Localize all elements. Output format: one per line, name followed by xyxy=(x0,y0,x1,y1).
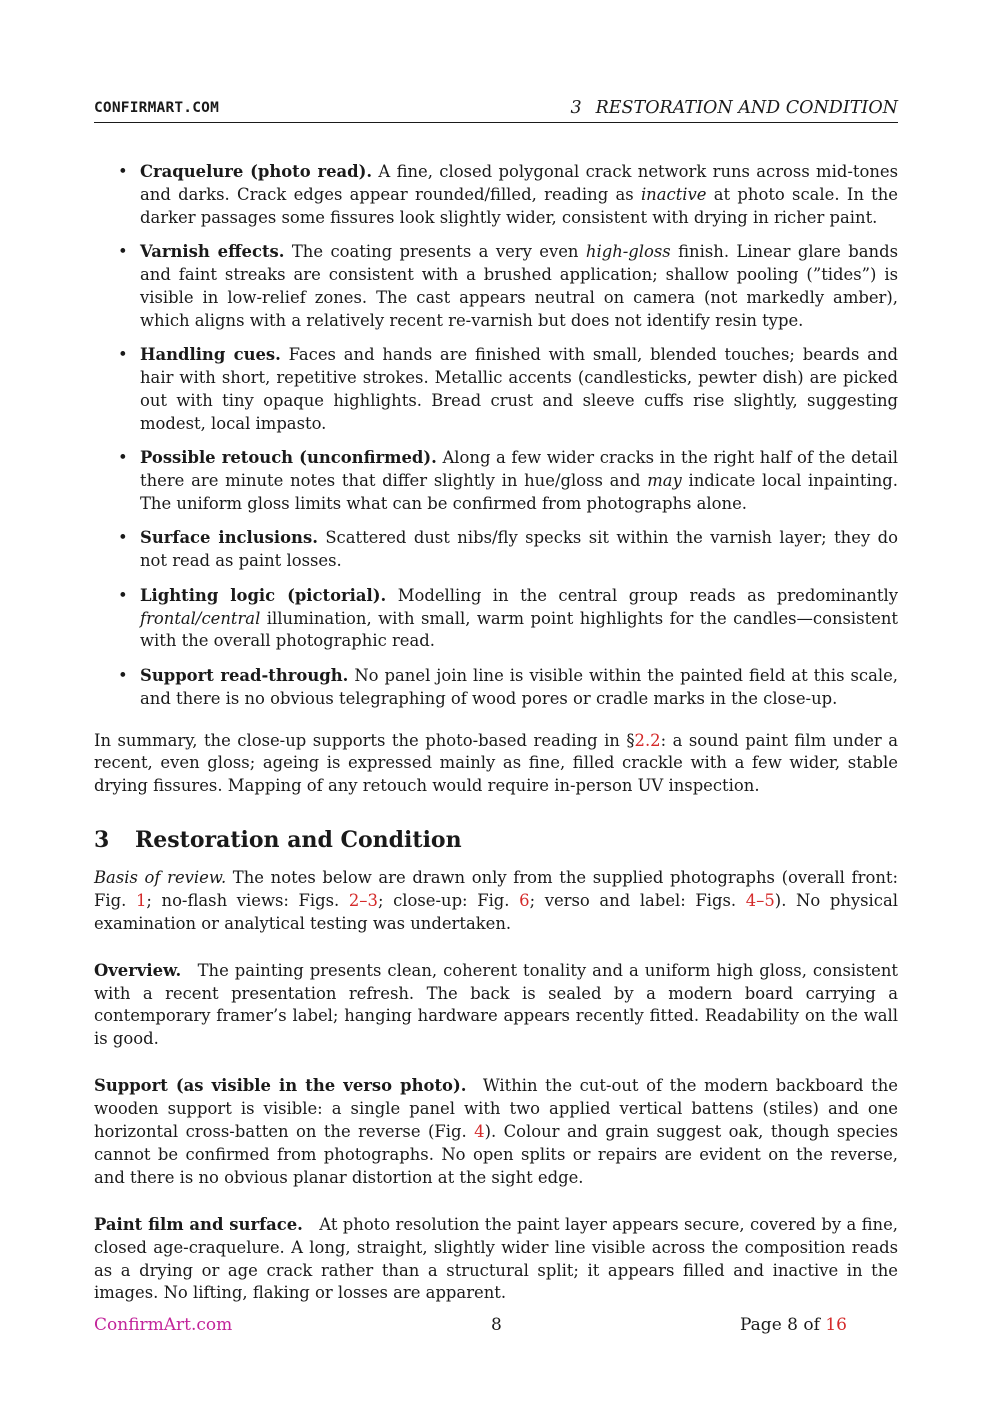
basis-text: ; close-up: Fig. xyxy=(377,890,520,910)
page-content xyxy=(94,161,898,1330)
basis-paragraph xyxy=(94,867,898,935)
header-section-title: RESTORATION AND CONDITION xyxy=(595,98,898,118)
footer-page-number: 8 xyxy=(491,1315,502,1335)
list-item-title: Surface inclusions. xyxy=(140,528,318,548)
list-item-title: Possible retouch (unconfirmed). xyxy=(140,448,437,468)
list-item-title: Lighting logic (pictorial). xyxy=(140,585,387,605)
list-item xyxy=(94,447,898,515)
footer-page-of xyxy=(740,1315,847,1335)
overview-lead: Overview. xyxy=(94,960,182,980)
list-item-text: No panel join line is visible within the painted field at this scale, and there is no obvious telegraphing of wood pores or cradle marks in the close-up. xyxy=(140,665,898,708)
paint-text: At photo resolution the paint layer appears secure, covered by a fine, closed age-craquelure. A long, straight, slightly wider line visible across the composition reads as a drying or age crack rather than a structural split; it appears filled and inactive in the images. No lifting, flaking or losses are apparent. xyxy=(94,1214,899,1303)
figure-link[interactable]: 4–5 xyxy=(745,890,775,910)
total-pages-link[interactable]: 16 xyxy=(825,1315,847,1335)
observation-list xyxy=(94,161,898,711)
list-item-text: Faces and hands are finished with small, blended touches; beards and hair with short, repetitive strokes. Metallic accents (candlesticks, pewter dish) are picked out with tiny opaque highlights. Bread crust and sleeve cuffs rise slightly, suggesting modest, local impasto. xyxy=(140,345,899,433)
basis-lead: Basis of review. xyxy=(94,867,227,887)
list-item-title: Support read-through. xyxy=(140,665,349,685)
list-item xyxy=(94,527,898,573)
list-item-emphasis: high-gloss xyxy=(585,242,671,262)
basis-text: ; no-flash views: Figs. xyxy=(146,890,349,910)
list-item-text: finish. Linear glare bands and faint streaks are consistent with a brushed application; shallow pooling (”tides”) is visible in low-relief zones. The cast appears neutral on camera (not markedly amber), which aligns with a relatively recent re-varnish but does not identify resin type. xyxy=(140,242,898,330)
list-item-title: Handling cues. xyxy=(140,345,281,365)
list-item xyxy=(94,585,898,653)
list-item-title: Varnish effects. xyxy=(140,242,285,262)
list-item-text: Along a few wider cracks in the right half of the detail there are minute notes that differ slightly in hue/gloss and xyxy=(140,448,899,490)
confirmart-logo: CONFIRMART.COM xyxy=(94,100,220,116)
basis-text: ). No physical examination or analytical testing was undertaken. xyxy=(94,890,898,933)
figure-link[interactable]: 4 xyxy=(474,1122,485,1142)
support-text: Within the cut-out of the modern backboard the wooden support is visible: a single panel with two applied vertical battens (stiles) and one horizontal cross-batten on the reverse (Fig. xyxy=(94,1076,898,1142)
document-page xyxy=(94,0,898,1404)
overview-paragraph xyxy=(94,960,898,1051)
section-link[interactable]: 2.2 xyxy=(634,730,661,750)
list-item-emphasis: frontal/central xyxy=(140,608,261,628)
list-item xyxy=(94,241,898,332)
list-item-text: illumination, with small, warm point highlights for the candles—consistent with the overall photographic read. xyxy=(140,608,898,651)
running-header xyxy=(94,96,898,123)
paint-lead: Paint film and surface. xyxy=(94,1214,303,1234)
figure-link[interactable]: 1 xyxy=(135,890,147,910)
summary-paragraph xyxy=(94,730,898,798)
list-item-emphasis: may xyxy=(647,470,682,490)
figure-link[interactable]: 6 xyxy=(519,890,530,910)
support-paragraph xyxy=(94,1075,898,1189)
list-item xyxy=(94,665,898,711)
support-text: ). Colour and grain suggest oak, though species cannot be confirmed from photographs. No open splits or repairs are evident on the reverse, and there is no obvious planar distortion at the sight edge. xyxy=(94,1122,899,1187)
list-item-emphasis: inactive xyxy=(640,184,707,204)
header-section-number: 3 xyxy=(570,98,582,118)
list-item-text: Modelling in the central group reads as predominantly xyxy=(386,585,898,605)
section-heading xyxy=(94,826,898,854)
figure-link[interactable]: 2–3 xyxy=(348,890,378,910)
footer-page-of-label: Page 8 of xyxy=(740,1315,826,1335)
list-item-text: indicate local inpainting. The uniform gloss limits what can be confirmed from photographs alone. xyxy=(140,470,898,513)
summary-text: In summary, the close-up supports the photo-based reading in § xyxy=(94,730,635,750)
list-item-title: Craquelure (photo read). xyxy=(140,162,373,181)
list-item-text: at photo scale. In the darker passages some fissures look slightly wider, consistent with drying in richer paint. xyxy=(140,184,898,227)
section-title: Restoration and Condition xyxy=(135,826,462,853)
section-number: 3 xyxy=(94,826,110,853)
support-lead: Support (as visible in the verso photo). xyxy=(94,1076,467,1096)
header-section-label xyxy=(570,98,898,118)
basis-text: The notes below are drawn only from the supplied photographs (overall front: Fig. xyxy=(94,867,898,910)
list-item xyxy=(94,161,898,229)
paint-paragraph xyxy=(94,1214,898,1305)
list-item xyxy=(94,344,898,435)
basis-text: ; verso and label: Figs. xyxy=(529,890,746,910)
overview-text: The painting presents clean, coherent tonality and a uniform high gloss, consistent with a recent presentation refresh. The back is sealed by a modern board carrying a contemporary framer’s label; hanging hardware appears recently fitted. Readability on the wall is good. xyxy=(94,960,898,1049)
summary-text: : a sound paint film under a recent, even gloss; ageing is expressed mainly as fine, filled crackle with a few wider, stable drying fissures. Mapping of any retouch would require in-person UV inspection. xyxy=(94,730,898,796)
footer-site-link[interactable]: ConfirmArt.com xyxy=(94,1315,233,1335)
list-item-text: A fine, closed polygonal crack network runs across mid-tones and darks. Crack edges appear rounded/filled, reading as xyxy=(140,162,898,204)
list-item-text: The coating presents a very even xyxy=(284,242,586,262)
list-item-text: Scattered dust nibs/fly specks sit within the varnish layer; they do not read as paint losses. xyxy=(140,528,898,571)
